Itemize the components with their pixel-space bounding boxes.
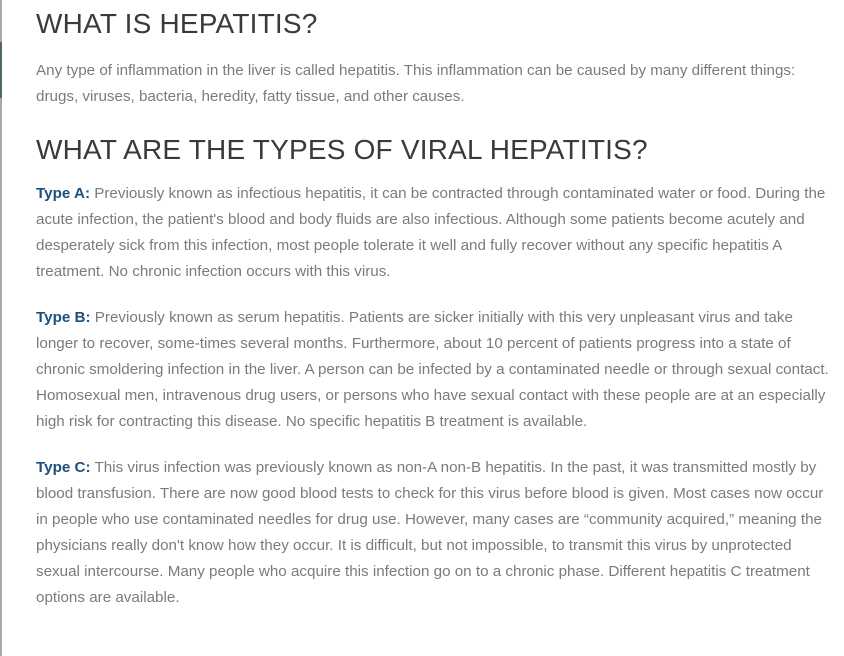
type-b-paragraph (36, 305, 832, 435)
type-c-paragraph (36, 455, 832, 611)
type-a-label: Type A: (36, 185, 91, 202)
type-b-text: Previously known as serum hepatitis. Patients are sicker initially with this very unpleasant virus and take longer to recover, some-times several months. Furthermore, about 10 percent of patients progress into a state of chronic smoldering infection in the liver. A person can be infected by a contaminated needle or through sexual contact. Homosexual men, intravenous drug users, or persons who have sexual contact with these people are at an especially high risk for contracting this disease. No specific hepatitis B treatment is available. (36, 309, 829, 430)
heading-types-of-viral-hepatitis: WHAT ARE THE TYPES OF VIRAL HEPATITIS? (36, 134, 648, 165)
type-a-paragraph (36, 181, 832, 285)
article-content (36, 0, 832, 611)
heading-what-is-hepatitis: WHAT IS HEPATITIS? (36, 8, 318, 39)
type-c-label: Type C: (36, 459, 91, 476)
intro-paragraph: Any type of inflammation in the liver is called hepatitis. This inflammation can be caused by many different things: drugs, viruses, bacteria, heredity, fatty tissue, and other causes. (36, 62, 796, 105)
type-b-label: Type B: (36, 309, 91, 326)
type-a-text: Previously known as infectious hepatitis, it can be contracted through contaminated water or food. During the acute infection, the patient's blood and body fluids are also infectious. Although some patients become acutely and desperately sick from this infection, most people tolerate it well and fully recover without any specific hepatitis A treatment. No chronic infection occurs with this virus. (36, 185, 826, 280)
type-c-text: This virus infection was previously known as non-A non-B hepatitis. In the past, it was transmitted mostly by blood transfusion. There are now good blood tests to check for this virus before blood is given. Most cases now occur in people who use contaminated needles for drug use. However, many cases are “community acquired,” meaning the physicians really don't know how they occur. It is difficult, but not impossible, to transmit this virus by unprotected sexual intercourse. Many people who acquire this infection go on to a chronic phase. Different hepatitis C treatment options are available. (36, 459, 824, 606)
left-border (0, 0, 2, 656)
left-border-accent (0, 42, 2, 98)
